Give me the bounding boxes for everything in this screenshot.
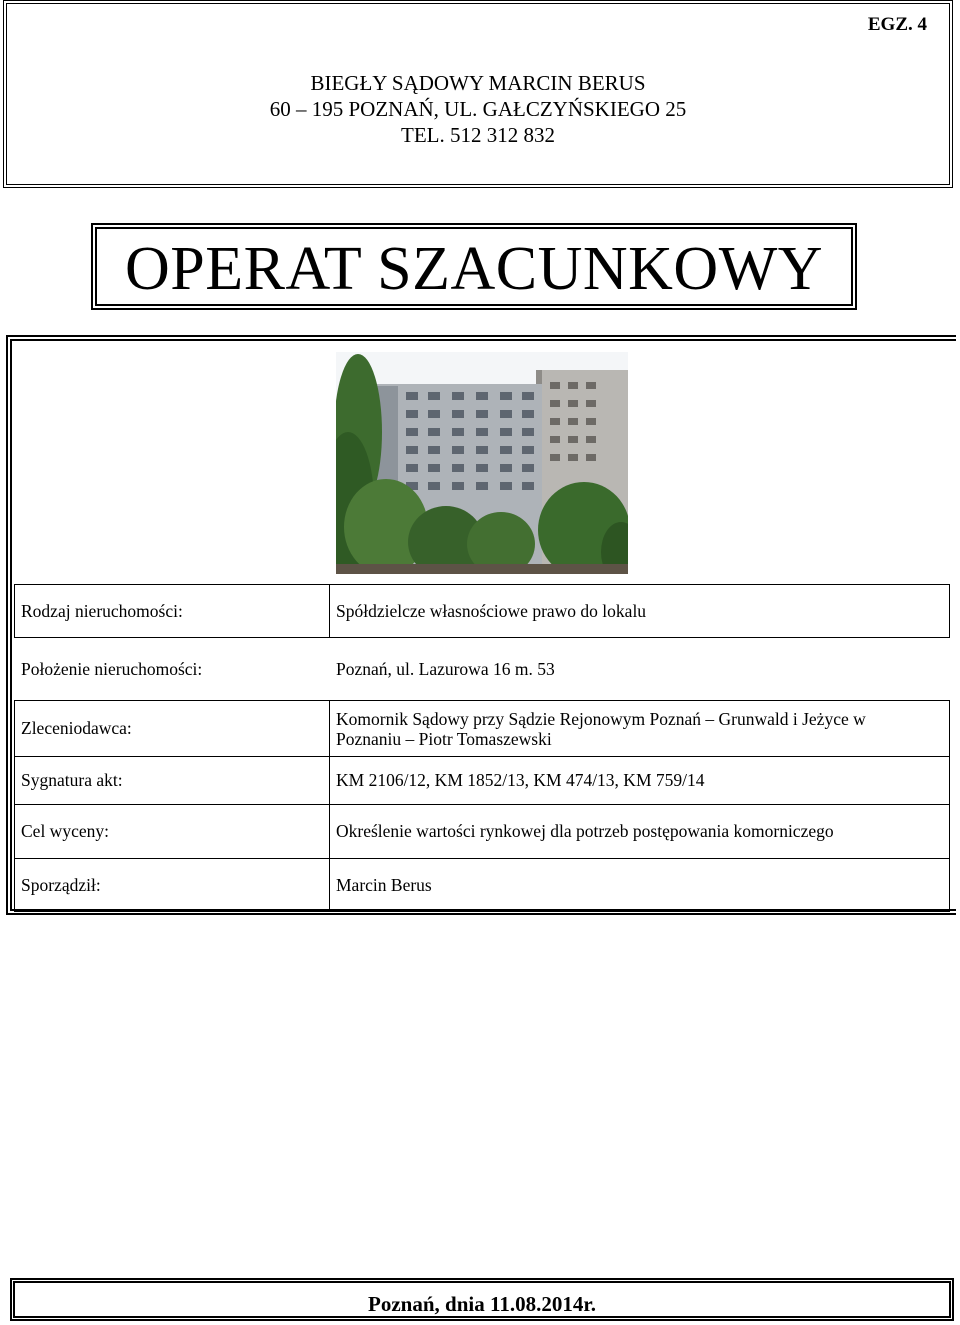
appraiser-name: BIEGŁY SĄDOWY MARCIN BERUS	[310, 71, 646, 95]
value-client	[330, 701, 950, 757]
header-box	[3, 0, 953, 188]
property-info-table	[14, 584, 950, 912]
value-case-numbers: KM 2106/12, KM 1852/13, KM 474/13, KM 759/14	[330, 757, 950, 805]
table-row	[15, 859, 950, 912]
table-row	[15, 585, 950, 638]
value-purpose: Określenie wartości rynkowej dla potrzeb postępowania komorniczego	[330, 805, 950, 859]
label-property-type: Rodzaj nieruchomości:	[15, 585, 330, 638]
apartment-building-photo	[336, 352, 628, 574]
table-row	[15, 757, 950, 805]
table-row	[15, 805, 950, 859]
value-property-type: Spółdzielcze własnościowe prawo do lokalu	[330, 585, 950, 638]
appraiser-info	[7, 70, 949, 148]
value-client-line1: Komornik Sądowy przy Sądzie Rejonowym Poznań – Grunwald i Jeżyce w	[336, 708, 866, 729]
footer-box	[10, 1278, 954, 1321]
table-row	[15, 701, 950, 757]
label-purpose: Cel wyceny:	[15, 805, 330, 859]
document-title: OPERAT SZACUNKOWY	[124, 234, 823, 303]
copy-number: EGZ. 4	[867, 14, 927, 35]
title-box	[91, 223, 857, 310]
appraiser-phone: TEL. 512 312 832	[401, 123, 555, 147]
value-client-line2: Poznaniu – Piotr Tomaszewski	[336, 728, 552, 749]
label-case-numbers: Sygnatura akt:	[15, 757, 330, 805]
appraiser-address: 60 – 195 POZNAŃ, UL. GAŁCZYŃSKIEGO 25	[269, 97, 687, 121]
table-row	[15, 638, 950, 701]
label-client: Zleceniodawca:	[15, 701, 330, 757]
label-property-location: Położenie nieruchomości:	[15, 638, 330, 701]
place-and-date: Poznań, dnia 11.08.2014r.	[368, 1292, 596, 1316]
label-prepared-by: Sporządził:	[15, 859, 330, 912]
value-property-location: Poznań, ul. Lazurowa 16 m. 53	[330, 638, 950, 701]
value-prepared-by: Marcin Berus	[330, 859, 950, 912]
